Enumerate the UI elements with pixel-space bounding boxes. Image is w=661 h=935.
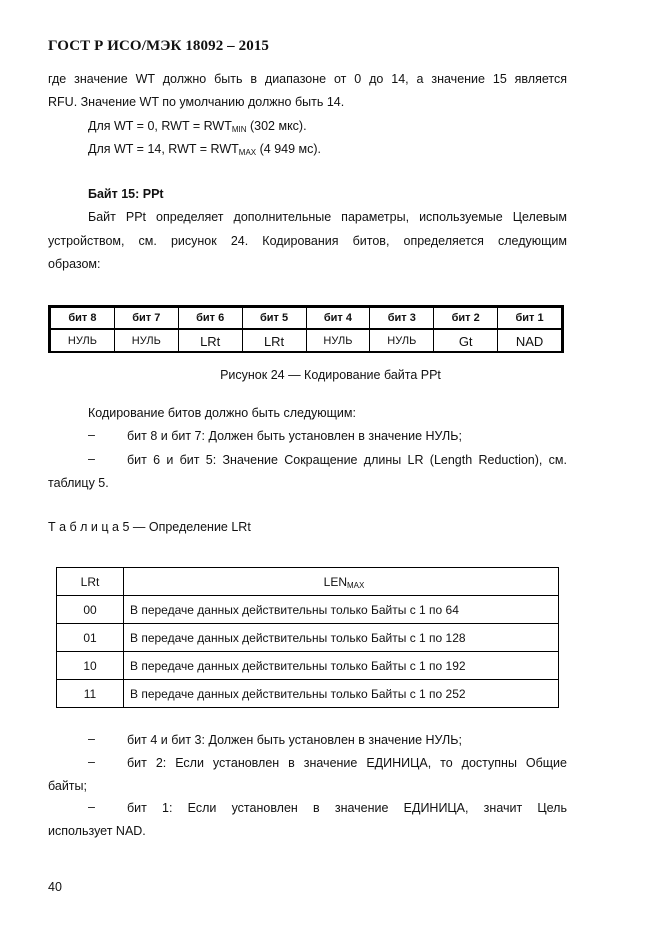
lrt-description: В передаче данных действительны только Байты с 1 по 64 — [124, 596, 559, 624]
lrt-code: 11 — [57, 680, 124, 708]
section-line-1: Байт PPt определяет дополнительные параметры, используемые Целевым — [88, 210, 567, 224]
after-item-3-line-1: бит 1: Если установлен в значение ЕДИНИЦА, значит Цель — [127, 801, 567, 815]
rwt-max-suffix: (4 949 мс). — [256, 142, 322, 156]
rwt-min-sub: MIN — [231, 125, 247, 134]
lrt-description: В передаче данных действительны только Байты с 1 по 128 — [124, 624, 559, 652]
list-dash: – — [88, 800, 95, 814]
lrt-code: 00 — [57, 596, 124, 624]
lenmax-main: LEN — [323, 574, 347, 589]
list-dash: – — [88, 755, 95, 769]
coding-item-2-line-1: бит 6 и бит 5: Значение Сокращение длины LR (Length Reduction), см. — [127, 453, 567, 467]
document-header: ГОСТ Р ИСО/МЭК 18092 – 2015 — [48, 38, 270, 54]
rwt-max-prefix: Для WT = 14, RWT = RWT — [88, 142, 239, 156]
bit-value: LRt — [178, 329, 242, 353]
bit-header: бит 6 — [178, 308, 242, 330]
list-dash: – — [88, 428, 95, 442]
lenmax-sub: MAX — [347, 580, 365, 590]
section-line-2: устройством, см. рисунок 24. Кодирования битов, определяется следующим — [48, 234, 567, 248]
bit-value: НУЛЬ — [306, 329, 370, 353]
table-row — [57, 652, 559, 680]
table-row — [57, 624, 559, 652]
coding-item-2-line-2: таблицу 5. — [48, 476, 109, 490]
bit-header: бит 5 — [242, 308, 306, 330]
list-dash: – — [88, 732, 95, 746]
lrt-description: В передаче данных действительны только Байты с 1 по 192 — [124, 652, 559, 680]
rwt-max-sub: MAX — [238, 148, 257, 157]
list-dash: – — [88, 452, 95, 466]
bit-value: НУЛЬ — [51, 329, 115, 353]
bit-value-row — [51, 329, 562, 353]
bit-header: бит 1 — [498, 308, 562, 330]
bit-header: бит 7 — [114, 308, 178, 330]
bit-value: Gt — [434, 329, 498, 353]
page-number: 40 — [48, 880, 62, 894]
intro-line-2: RFU. Значение WT по умолчанию должно быть 14. — [48, 95, 345, 109]
rwt-min-prefix: Для WT = 0, RWT = RWT — [88, 119, 232, 133]
intro-line-1: где значение WT должно быть в диапазоне от 0 до 14, а значение 15 является — [48, 72, 567, 86]
lrt-table — [56, 567, 559, 708]
section-line-3: образом: — [48, 257, 101, 271]
after-item-2-line-1: бит 2: Если установлен в значение ЕДИНИЦА, то доступны Общие — [127, 756, 567, 770]
bit-header: бит 3 — [370, 308, 434, 330]
ppt-bit-table — [50, 307, 562, 353]
table-row — [57, 596, 559, 624]
section-heading: Байт 15: PPt — [88, 187, 164, 201]
ppt-bit-figure — [48, 305, 564, 353]
rwt-min-line — [88, 118, 307, 134]
bit-value: НУЛЬ — [114, 329, 178, 353]
bit-header: бит 4 — [306, 308, 370, 330]
after-item-2-line-2: байты; — [48, 779, 87, 793]
table5-caption: Т а б л и ц а 5 — Определение LRt — [48, 520, 251, 534]
after-item-3-line-2: использует NAD. — [48, 824, 146, 838]
bit-header-row — [51, 308, 562, 330]
col-header-lenmax — [124, 568, 559, 596]
rwt-max-line — [88, 141, 321, 157]
bit-value: NAD — [498, 329, 562, 353]
lrt-code: 01 — [57, 624, 124, 652]
coding-item-1: бит 8 и бит 7: Должен быть установлен в значение НУЛЬ; — [127, 429, 462, 443]
coding-intro: Кодирование битов должно быть следующим: — [88, 406, 356, 420]
lrt-description: В передаче данных действительны только Байты с 1 по 252 — [124, 680, 559, 708]
rwt-min-suffix: (302 мкс). — [246, 119, 307, 133]
table-header-row — [57, 568, 559, 596]
after-item-1: бит 4 и бит 3: Должен быть установлен в значение НУЛЬ; — [127, 733, 462, 747]
bit-header: бит 8 — [51, 308, 115, 330]
bit-value: LRt — [242, 329, 306, 353]
lrt-code: 10 — [57, 652, 124, 680]
bit-value: НУЛЬ — [370, 329, 434, 353]
bit-header: бит 2 — [434, 308, 498, 330]
figure-caption: Рисунок 24 — Кодирование байта PPt — [220, 368, 441, 382]
col-header-lrt: LRt — [57, 568, 124, 596]
table-row — [57, 680, 559, 708]
